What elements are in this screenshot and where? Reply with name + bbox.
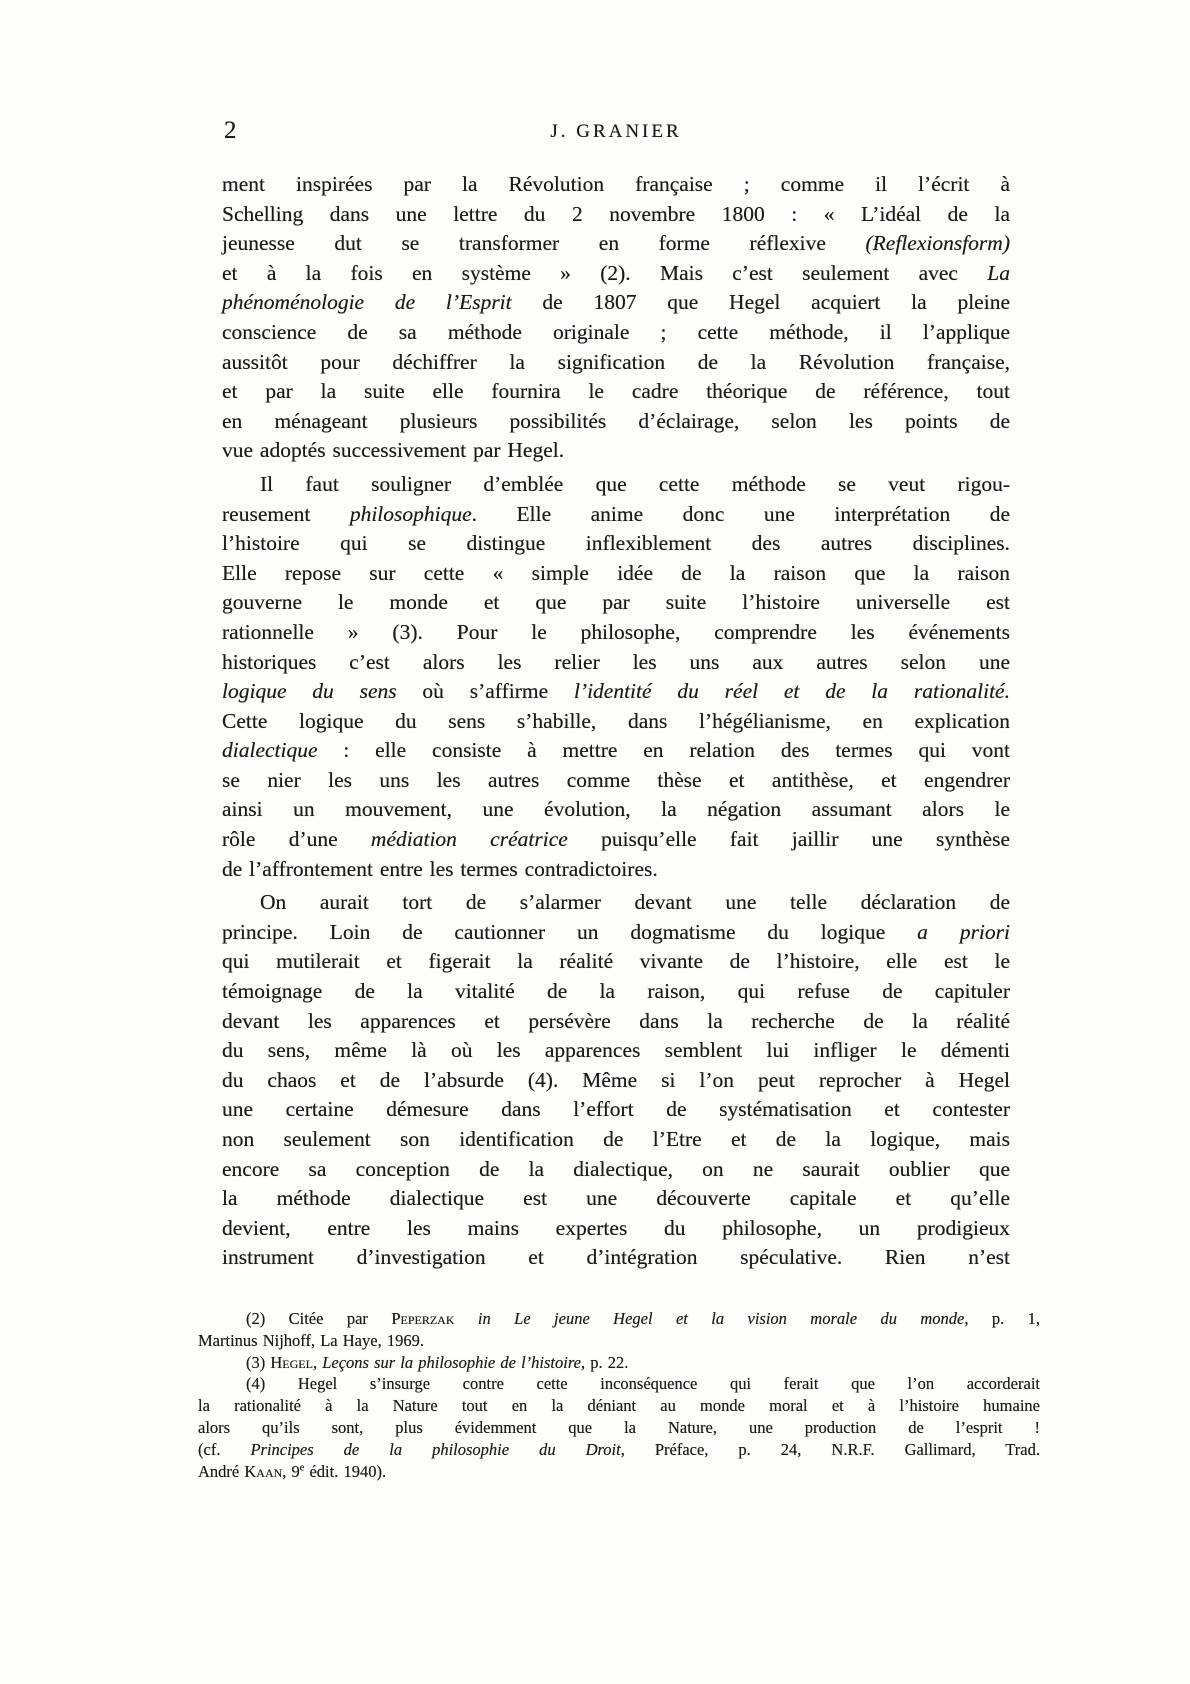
text-line: devant les apparences et persévère dans la recherche de la réalité [222, 1008, 1010, 1033]
text-line: (2) Citée par Peperzak in Le jeune Hegel et la vision morale du monde, p. 1, [246, 1309, 1041, 1328]
text-line: logique du sens où s’affirme l’identité du réel et de la rationalité. [222, 679, 1010, 704]
text-line: rôle d’une médiation créatrice puisqu’elle fait jaillir une synthèse [222, 827, 1010, 852]
text-line: de l’affrontement entre les termes contradictoires. [222, 856, 658, 881]
text-line: une certaine démesure dans l’effort de systématisation et contester [222, 1097, 1010, 1122]
text-line: (4) Hegel s’insurge contre cette inconséquence qui ferait que l’on accorderait [246, 1374, 1040, 1394]
text-line: Il faut souligner d’emblée que cette méthode se veut rigou- [260, 471, 1010, 496]
text-line: la rationalité à la Nature tout en la déniant au monde moral et à l’histoire humaine [198, 1396, 1040, 1416]
text-line: encore sa conception de la dialectique, on ne saurait oublier que [222, 1156, 1010, 1181]
body-text [222, 170, 1010, 1277]
text-line: historiques c’est alors les relier les uns aux autres selon une [222, 649, 1010, 674]
paragraph [222, 888, 1010, 1273]
text-line: vue adoptés successivement par Hegel. [222, 438, 565, 463]
text-line: dialectique : elle consiste à mettre en relation des termes qui vont [222, 738, 1010, 763]
text-line: phénoménologie de l’Esprit de 1807 que Hegel acquiert la pleine [222, 290, 1010, 315]
text-line: du chaos et de l’absurde (4). Même si l’on peut reprocher à Hegel [222, 1067, 1010, 1092]
running-header [222, 116, 1010, 150]
text-line: André Kaan, 9e édit. 1940). [198, 1461, 387, 1481]
text-line: devient, entre les mains expertes du philosophe, un prodigieux [222, 1215, 1010, 1240]
text-line: qui mutilerait et figerait la réalité vivante de l’histoire, elle est le [222, 949, 1010, 974]
text-line: (cf. Principes de la philosophie du Droit, Préface, p. 24, N.R.F. Gallimard, Trad. [198, 1439, 1040, 1459]
text-line: Martinus Nijhoff, La Haye, 1969. [198, 1330, 424, 1350]
paragraph [222, 470, 1010, 884]
running-title: J. GRANIER [550, 121, 682, 142]
footnotes [198, 1308, 1040, 1482]
text-line: alors qu’ils sont, plus évidemment que la Nature, une production de l’esprit ! [198, 1417, 1040, 1437]
text-line: non seulement son identification de l’Etre et de la logique, mais [222, 1127, 1010, 1151]
text-line: aussitôt pour déchiffrer la signification de la Révolution française, [222, 349, 1010, 374]
text-line: reusement philosophique. Elle anime donc une interprétation de [222, 501, 1010, 526]
text-line: et par la suite elle fournira le cadre théorique de référence, tout [222, 379, 1010, 404]
text-line: ment inspirées par la Révolution française ; comme il l’écrit à [222, 172, 1010, 196]
text-line: Schelling dans une lettre du 2 novembre 1800 : « L’idéal de la [222, 201, 1010, 226]
paragraph [198, 1308, 1040, 1352]
text-line: l’histoire qui se distingue inflexiblement des autres disciplines. [222, 531, 1010, 556]
text-line: conscience de sa méthode originale ; cette méthode, il l’applique [222, 319, 1010, 344]
text-line: ainsi un mouvement, une évolution, la négation assumant alors le [222, 797, 1010, 822]
paragraph [222, 170, 1010, 466]
text-line: en ménageant plusieurs possibilités d’éclairage, selon les points de [222, 408, 1010, 433]
text-line: rationnelle » (3). Pour le philosophe, comprendre les événements [222, 619, 1010, 644]
text-line: Elle repose sur cette « simple idée de la raison que la raison [222, 560, 1010, 585]
text-line: la méthode dialectique est une découverte capitale et qu’elle [222, 1186, 1010, 1211]
text-line: (3) Hegel, Leçons sur la philosophie de l’histoire, p. 22. [246, 1352, 629, 1372]
text-line: gouverne le monde et que par suite l’histoire universelle est [222, 590, 1010, 615]
text-line: se nier les uns les autres comme thèse et antithèse, et engendrer [222, 767, 1010, 792]
text-line: instrument d’investigation et d’intégration spéculative. Rien n’est [222, 1245, 1010, 1270]
page-number: 2 [224, 117, 237, 144]
text-line: principe. Loin de cautionner un dogmatisme du logique a priori [222, 919, 1010, 944]
text-line: témoignage de la vitalité de la raison, qui refuse de capituler [222, 979, 1010, 1004]
text-line: et à la fois en système » (2). Mais c’est seulement avec La [222, 260, 1010, 285]
text-line: jeunesse dut se transformer en forme réflexive (Reflexionsform) [222, 231, 1010, 256]
text-line: On aurait tort de s’alarmer devant une telle déclaration de [260, 890, 1010, 915]
text-line: du sens, même là où les apparences semblent lui infliger le démenti [222, 1038, 1010, 1063]
paragraph [198, 1352, 1040, 1374]
paragraph [198, 1373, 1040, 1482]
text-line: Cette logique du sens s’habille, dans l’hégélianisme, en explication [222, 708, 1010, 733]
